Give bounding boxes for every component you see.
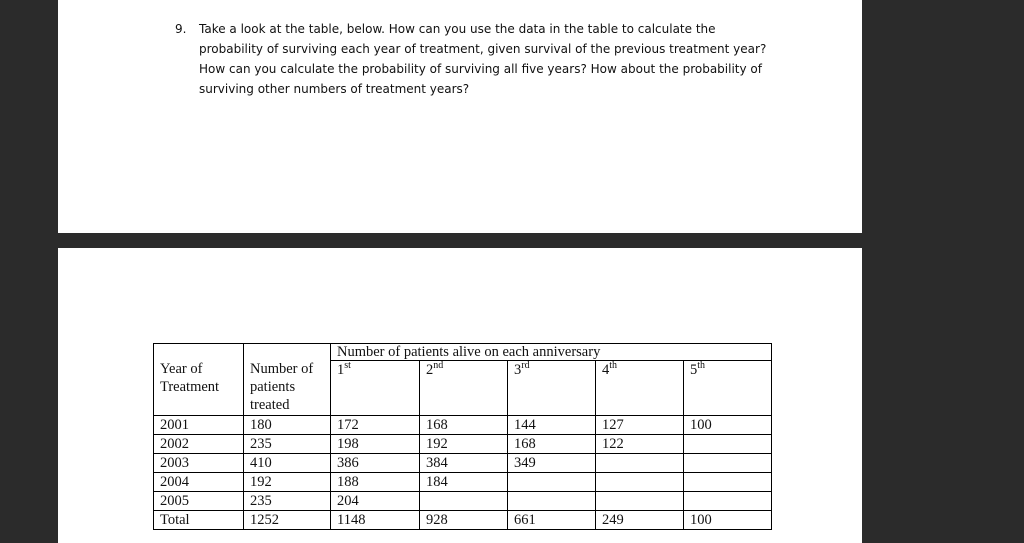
cell-anniv-5 xyxy=(684,473,772,492)
cell-anniv-1: 1148 xyxy=(331,511,420,530)
table-total-row xyxy=(154,511,772,530)
cell-year: 2004 xyxy=(154,473,244,492)
table-row xyxy=(154,435,772,454)
cell-anniv-4 xyxy=(596,492,684,511)
question-line: How can you calculate the probability of surviving all five years? How about the probability of xyxy=(199,62,762,76)
header-year-line: Treatment xyxy=(160,379,220,395)
cell-year: 2001 xyxy=(154,416,244,435)
cell-anniv-3: 144 xyxy=(508,416,596,435)
cell-anniv-2 xyxy=(420,492,508,511)
ordinal-sup: th xyxy=(697,360,706,371)
cell-anniv-2: 384 xyxy=(420,454,508,473)
cell-anniv-3: 168 xyxy=(508,435,596,454)
table-header-row xyxy=(154,344,772,361)
ordinal-num: 5 xyxy=(690,362,698,378)
header-year-of-treatment xyxy=(154,344,244,416)
cell-anniv-1: 204 xyxy=(331,492,420,511)
cell-year: Total xyxy=(154,511,244,530)
cell-anniv-4: 249 xyxy=(596,511,684,530)
document-page-2 xyxy=(58,248,862,543)
ordinal-num: 1 xyxy=(337,362,345,378)
cell-anniv-1: 386 xyxy=(331,454,420,473)
question-text xyxy=(199,19,775,99)
header-patients-line: treated xyxy=(250,397,290,413)
cell-year: 2003 xyxy=(154,454,244,473)
header-anniversary-span xyxy=(331,344,772,361)
survival-table xyxy=(153,343,772,530)
cell-year: 2005 xyxy=(154,492,244,511)
question-number: 9. xyxy=(175,22,187,36)
ordinal-sup: th xyxy=(609,360,618,371)
question-line: probability of surviving each year of treatment, given survival of the previous treatment year? xyxy=(199,42,767,56)
header-anniversary-3 xyxy=(508,361,596,416)
cell-anniv-4: 122 xyxy=(596,435,684,454)
header-anniversary-text: Number of patients alive on each anniversary xyxy=(337,344,601,360)
cell-anniv-1: 198 xyxy=(331,435,420,454)
cell-treated: 235 xyxy=(244,435,331,454)
cell-anniv-5 xyxy=(684,435,772,454)
header-patients-line: Number of xyxy=(250,361,314,377)
cell-anniv-2: 168 xyxy=(420,416,508,435)
cell-year: 2002 xyxy=(154,435,244,454)
cell-anniv-3 xyxy=(508,473,596,492)
ordinal-num: 3 xyxy=(514,362,522,378)
ordinal-num: 2 xyxy=(426,362,434,378)
cell-treated: 180 xyxy=(244,416,331,435)
cell-anniv-2: 192 xyxy=(420,435,508,454)
question-line: Take a look at the table, below. How can you use the data in the table to calculate the xyxy=(199,22,716,36)
cell-anniv-5 xyxy=(684,454,772,473)
cell-treated: 410 xyxy=(244,454,331,473)
cell-anniv-3: 349 xyxy=(508,454,596,473)
question-line: surviving other numbers of treatment years? xyxy=(199,82,470,96)
ordinal-sup: nd xyxy=(433,360,444,371)
cell-anniv-5: 100 xyxy=(684,416,772,435)
cell-anniv-2: 184 xyxy=(420,473,508,492)
header-anniversary-1 xyxy=(331,361,420,416)
cell-anniv-2: 928 xyxy=(420,511,508,530)
table-row xyxy=(154,416,772,435)
header-patients-treated xyxy=(244,344,331,416)
cell-anniv-3: 661 xyxy=(508,511,596,530)
header-year-line: Year of xyxy=(160,361,203,377)
ordinal-sup: rd xyxy=(521,360,530,371)
table-row xyxy=(154,454,772,473)
cell-anniv-3 xyxy=(508,492,596,511)
cell-anniv-4: 127 xyxy=(596,416,684,435)
header-anniversary-4 xyxy=(596,361,684,416)
cell-anniv-4 xyxy=(596,473,684,492)
cell-anniv-1: 172 xyxy=(331,416,420,435)
cell-anniv-1: 188 xyxy=(331,473,420,492)
cell-treated: 192 xyxy=(244,473,331,492)
cell-treated: 1252 xyxy=(244,511,331,530)
ordinal-sup: st xyxy=(344,360,351,371)
header-anniversary-5 xyxy=(684,361,772,416)
document-page-1 xyxy=(58,0,862,233)
cell-treated: 235 xyxy=(244,492,331,511)
table-row xyxy=(154,473,772,492)
cell-anniv-5: 100 xyxy=(684,511,772,530)
table-row xyxy=(154,492,772,511)
cell-anniv-5 xyxy=(684,492,772,511)
cell-anniv-4 xyxy=(596,454,684,473)
header-patients-line: patients xyxy=(250,379,296,395)
ordinal-num: 4 xyxy=(602,362,610,378)
header-anniversary-2 xyxy=(420,361,508,416)
question-9 xyxy=(175,19,775,99)
